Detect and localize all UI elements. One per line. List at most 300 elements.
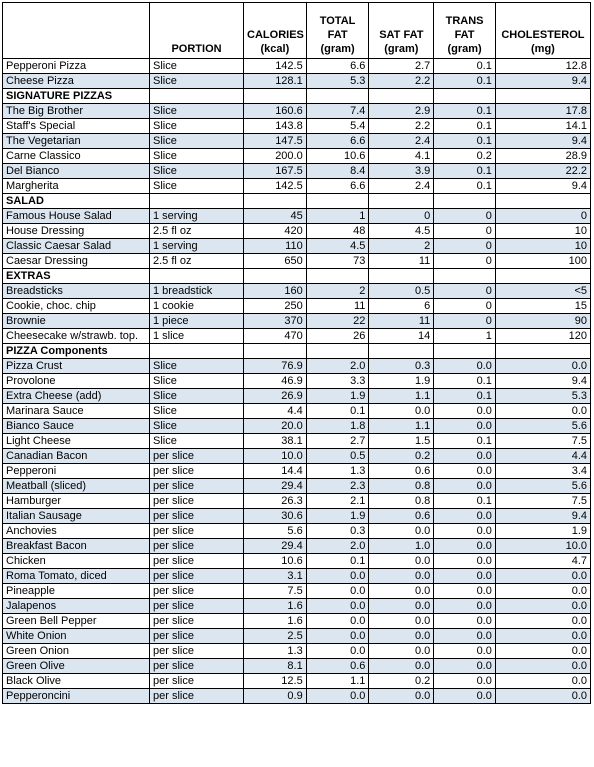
table-row [3,134,591,149]
cholesterol-header-line: CHOLESTEROL [501,29,585,41]
empty-cell [369,344,434,359]
trans-fat-header-line: FAT [454,29,475,41]
sat-fat-cell: 0.0 [369,404,434,419]
cholesterol-cell: 9.4 [495,134,590,149]
item-name-cell: Jalapenos [3,599,150,614]
portion-cell: 1 slice [150,329,244,344]
total-fat-cell: 7.4 [306,104,369,119]
empty-cell [369,89,434,104]
empty-cell [306,89,369,104]
table-row [3,224,591,239]
table-row [3,284,591,299]
table-row [3,119,591,134]
cholesterol-cell: 5.6 [495,419,590,434]
sat-fat-column-header [369,3,434,59]
item-name-cell: Extra Cheese (add) [3,389,150,404]
trans-fat-cell: 0 [434,239,496,254]
trans-fat-cell: 0.0 [434,689,496,704]
empty-cell [244,194,307,209]
portion-cell: per slice [150,464,244,479]
item-name-cell: Cheesecake w/strawb. top. [3,329,150,344]
cholesterol-cell: 0.0 [495,569,590,584]
trans-fat-cell: 0.0 [434,524,496,539]
cholesterol-cell: 7.5 [495,434,590,449]
table-row [3,674,591,689]
total-fat-cell: 0.0 [306,689,369,704]
section-title: SIGNATURE PIZZAS [3,89,150,104]
table-row [3,254,591,269]
calories-cell: 10.0 [244,449,307,464]
trans-fat-cell: 0.0 [434,404,496,419]
empty-cell [244,269,307,284]
trans-fat-cell: 0.0 [434,479,496,494]
calories-cell: 2.5 [244,629,307,644]
portion-cell: per slice [150,614,244,629]
table-row [3,329,591,344]
empty-cell [244,344,307,359]
table-row [3,239,591,254]
cholesterol-cell: 9.4 [495,179,590,194]
sat-fat-cell: 0.0 [369,599,434,614]
table-row [3,509,591,524]
cholesterol-cell: 10 [495,224,590,239]
cholesterol-cell: 9.4 [495,74,590,89]
total-fat-cell: 3.3 [306,374,369,389]
total-fat-cell: 0.6 [306,659,369,674]
table-body [3,59,591,704]
total-fat-cell: 26 [306,329,369,344]
item-name-cell: Light Cheese [3,434,150,449]
trans-fat-cell: 0 [434,284,496,299]
cholesterol-cell: 3.4 [495,464,590,479]
section-title: PIZZA Components [3,344,150,359]
sat-fat-cell: 0.5 [369,284,434,299]
item-name-cell: Chicken [3,554,150,569]
section-header-row [3,344,591,359]
calories-cell: 160 [244,284,307,299]
calories-cell: 14.4 [244,464,307,479]
calories-cell: 45 [244,209,307,224]
item-name-cell: Green Onion [3,644,150,659]
item-name-cell: Hamburger [3,494,150,509]
sat-fat-cell: 1.1 [369,389,434,404]
sat-fat-cell: 0.6 [369,509,434,524]
table-row [3,74,591,89]
calories-cell: 26.9 [244,389,307,404]
cholesterol-cell: 15 [495,299,590,314]
cholesterol-cell: 0.0 [495,599,590,614]
calories-cell: 29.4 [244,479,307,494]
total-fat-cell: 4.5 [306,239,369,254]
total-fat-cell: 2.0 [306,359,369,374]
portion-cell: per slice [150,479,244,494]
sat-fat-cell: 0.0 [369,524,434,539]
trans-fat-header-line: TRANS [445,15,484,27]
empty-cell [495,194,590,209]
calories-cell: 200.0 [244,149,307,164]
item-name-cell: Marinara Sauce [3,404,150,419]
sat-fat-cell: 1.9 [369,374,434,389]
total-fat-cell: 73 [306,254,369,269]
cholesterol-cell: 14.1 [495,119,590,134]
empty-cell [244,89,307,104]
item-name-cell: Pepperoncini [3,689,150,704]
calories-cell: 20.0 [244,419,307,434]
cholesterol-cell: 17.8 [495,104,590,119]
trans-fat-cell: 0.1 [434,74,496,89]
total-fat-cell: 1.9 [306,509,369,524]
table-row [3,179,591,194]
portion-cell: Slice [150,74,244,89]
portion-cell: per slice [150,674,244,689]
section-title: SALAD [3,194,150,209]
sat-fat-cell: 0.3 [369,359,434,374]
trans-fat-cell: 0.0 [434,599,496,614]
trans-fat-cell: 0.1 [434,374,496,389]
calories-cell: 38.1 [244,434,307,449]
total-fat-cell: 0.3 [306,524,369,539]
empty-cell [495,344,590,359]
trans-fat-cell: 0.2 [434,149,496,164]
total-fat-cell: 2.3 [306,479,369,494]
sat-fat-cell: 11 [369,254,434,269]
sat-fat-cell: 4.5 [369,224,434,239]
empty-cell [306,269,369,284]
item-name-cell: Pizza Crust [3,359,150,374]
cholesterol-cell: 0.0 [495,359,590,374]
table-row [3,149,591,164]
total-fat-cell: 2 [306,284,369,299]
calories-cell: 46.9 [244,374,307,389]
total-fat-cell: 48 [306,224,369,239]
trans-fat-cell: 0.0 [434,509,496,524]
total-fat-header-line: TOTAL [319,15,356,27]
trans-fat-cell: 0.1 [434,164,496,179]
item-name-cell: Anchovies [3,524,150,539]
trans-fat-cell: 0.1 [434,119,496,134]
item-name-cell: The Big Brother [3,104,150,119]
sat-fat-cell: 2.2 [369,74,434,89]
calories-cell: 650 [244,254,307,269]
sat-fat-cell: 0.0 [369,584,434,599]
empty-cell [150,194,244,209]
item-name-cell: House Dressing [3,224,150,239]
item-name-cell: Black Olive [3,674,150,689]
calories-header-line: CALORIES [247,29,304,41]
calories-cell: 110 [244,239,307,254]
total-fat-cell: 8.4 [306,164,369,179]
table-row [3,464,591,479]
calories-cell: 142.5 [244,59,307,74]
calories-cell: 76.9 [244,359,307,374]
item-name-cell: Roma Tomato, diced [3,569,150,584]
empty-cell [369,269,434,284]
portion-cell: Slice [150,419,244,434]
cholesterol-header-unit: (mg) [531,43,555,55]
calories-cell: 128.1 [244,74,307,89]
item-name-cell: Cheese Pizza [3,74,150,89]
calories-cell: 142.5 [244,179,307,194]
table-row [3,104,591,119]
trans-fat-cell: 0.1 [434,59,496,74]
table-row [3,299,591,314]
empty-cell [434,89,496,104]
sat-fat-cell: 6 [369,299,434,314]
empty-cell [150,269,244,284]
item-name-cell: Green Olive [3,659,150,674]
trans-fat-cell: 0 [434,254,496,269]
portion-cell: per slice [150,524,244,539]
portion-cell: per slice [150,449,244,464]
empty-cell [495,269,590,284]
portion-cell: per slice [150,599,244,614]
cholesterol-cell: 4.7 [495,554,590,569]
total-fat-cell: 2.1 [306,494,369,509]
portion-cell: per slice [150,689,244,704]
calories-cell: 160.6 [244,104,307,119]
cholesterol-cell: 100 [495,254,590,269]
sat-fat-cell: 0 [369,209,434,224]
sat-fat-cell: 2.4 [369,179,434,194]
portion-cell: per slice [150,659,244,674]
table-header [3,3,591,59]
cholesterol-cell: 0.0 [495,404,590,419]
trans-fat-cell: 0.1 [434,134,496,149]
trans-fat-cell: 0.1 [434,494,496,509]
calories-cell: 1.3 [244,644,307,659]
cholesterol-cell: 120 [495,329,590,344]
cholesterol-cell: 5.6 [495,479,590,494]
sat-fat-cell: 2.7 [369,59,434,74]
total-fat-column-header [306,3,369,59]
cholesterol-cell: 0.0 [495,629,590,644]
sat-fat-cell: 3.9 [369,164,434,179]
portion-cell: Slice [150,59,244,74]
sat-fat-cell: 0.0 [369,614,434,629]
table-row [3,209,591,224]
trans-fat-cell: 1 [434,329,496,344]
portion-cell: Slice [150,404,244,419]
item-name-cell: Brownie [3,314,150,329]
total-fat-cell: 0.0 [306,599,369,614]
trans-fat-cell: 0.0 [434,554,496,569]
portion-cell: per slice [150,554,244,569]
header-row [3,3,591,59]
table-row [3,524,591,539]
calories-cell: 250 [244,299,307,314]
calories-cell: 470 [244,329,307,344]
calories-column-header [244,3,307,59]
sat-fat-cell: 0.0 [369,659,434,674]
calories-header-unit: (kcal) [260,43,290,55]
cholesterol-column-header [495,3,590,59]
item-name-cell: Meatball (sliced) [3,479,150,494]
empty-cell [434,344,496,359]
cholesterol-cell: 1.9 [495,524,590,539]
sat-fat-cell: 0.2 [369,449,434,464]
section-header-row [3,194,591,209]
portion-cell: per slice [150,644,244,659]
portion-cell: per slice [150,629,244,644]
portion-cell: Slice [150,434,244,449]
trans-fat-cell: 0.0 [434,449,496,464]
portion-cell: per slice [150,584,244,599]
cholesterol-cell: 0.0 [495,614,590,629]
calories-cell: 143.8 [244,119,307,134]
total-fat-cell: 6.6 [306,59,369,74]
total-fat-cell: 0.0 [306,584,369,599]
cholesterol-cell: 0.0 [495,644,590,659]
item-name-cell: Caesar Dressing [3,254,150,269]
total-fat-cell: 0.5 [306,449,369,464]
trans-fat-cell: 0.0 [434,584,496,599]
total-fat-cell: 1.8 [306,419,369,434]
trans-fat-cell: 0.0 [434,674,496,689]
total-fat-cell: 6.6 [306,134,369,149]
table-row [3,419,591,434]
total-fat-cell: 1.9 [306,389,369,404]
total-fat-cell: 0.0 [306,614,369,629]
sat-fat-header-unit: (gram) [384,43,419,55]
portion-cell: per slice [150,509,244,524]
table-row [3,404,591,419]
table-row [3,314,591,329]
cholesterol-cell: 9.4 [495,374,590,389]
item-name-cell: The Vegetarian [3,134,150,149]
cholesterol-cell: 22.2 [495,164,590,179]
sat-fat-cell: 11 [369,314,434,329]
empty-cell [434,269,496,284]
item-name-cell: Provolone [3,374,150,389]
table-row [3,539,591,554]
trans-fat-cell: 0.0 [434,359,496,374]
sat-fat-cell: 4.1 [369,149,434,164]
empty-cell [306,344,369,359]
item-name-cell: Margherita [3,179,150,194]
portion-cell: Slice [150,359,244,374]
table-row [3,434,591,449]
calories-cell: 29.4 [244,539,307,554]
total-fat-cell: 1 [306,209,369,224]
trans-fat-cell: 0 [434,209,496,224]
item-name-cell: Famous House Salad [3,209,150,224]
total-fat-cell: 11 [306,299,369,314]
sat-fat-cell: 0.0 [369,689,434,704]
trans-fat-cell: 0.0 [434,539,496,554]
trans-fat-cell: 0.0 [434,569,496,584]
portion-cell: Slice [150,104,244,119]
trans-fat-cell: 0.0 [434,614,496,629]
portion-cell: Slice [150,134,244,149]
calories-cell: 8.1 [244,659,307,674]
sat-fat-cell: 0.8 [369,494,434,509]
item-column-header [3,3,150,59]
trans-fat-cell: 0 [434,299,496,314]
item-name-cell: Classic Caesar Salad [3,239,150,254]
total-fat-cell: 0.1 [306,554,369,569]
sat-fat-cell: 2.4 [369,134,434,149]
empty-cell [306,194,369,209]
trans-fat-cell: 0.1 [434,434,496,449]
item-name-cell: Breadsticks [3,284,150,299]
total-fat-cell: 0.0 [306,629,369,644]
calories-cell: 7.5 [244,584,307,599]
calories-cell: 147.5 [244,134,307,149]
cholesterol-cell: 0.0 [495,659,590,674]
total-fat-cell: 10.6 [306,149,369,164]
cholesterol-cell: 28.9 [495,149,590,164]
calories-cell: 5.6 [244,524,307,539]
cholesterol-cell: 0.0 [495,689,590,704]
cholesterol-cell: 10 [495,239,590,254]
portion-cell: 1 cookie [150,299,244,314]
trans-fat-cell: 0.1 [434,179,496,194]
sat-fat-cell: 0.0 [369,554,434,569]
calories-cell: 4.4 [244,404,307,419]
table-row [3,449,591,464]
portion-cell: Slice [150,374,244,389]
calories-cell: 10.6 [244,554,307,569]
sat-fat-cell: 14 [369,329,434,344]
empty-cell [434,194,496,209]
trans-fat-cell: 0.0 [434,629,496,644]
portion-cell: 1 serving [150,239,244,254]
empty-cell [150,89,244,104]
table-row [3,359,591,374]
total-fat-cell: 2.7 [306,434,369,449]
total-fat-header-line: FAT [327,29,348,41]
item-name-cell: Carne Classico [3,149,150,164]
table-row [3,494,591,509]
cholesterol-cell: 9.4 [495,509,590,524]
section-header-row [3,89,591,104]
trans-fat-cell: 0.1 [434,389,496,404]
portion-cell: 1 breadstick [150,284,244,299]
table-row [3,659,591,674]
sat-fat-header-line: SAT FAT [379,29,424,41]
item-name-cell: Staff's Special [3,119,150,134]
calories-cell: 420 [244,224,307,239]
calories-cell: 3.1 [244,569,307,584]
calories-cell: 0.9 [244,689,307,704]
cholesterol-cell: 0.0 [495,674,590,689]
trans-fat-column-header [434,3,496,59]
cholesterol-cell: 0 [495,209,590,224]
table-row [3,614,591,629]
table-row [3,644,591,659]
item-name-cell: Del Bianco [3,164,150,179]
total-fat-cell: 1.3 [306,464,369,479]
sat-fat-cell: 0.0 [369,644,434,659]
portion-cell: per slice [150,569,244,584]
portion-cell: Slice [150,149,244,164]
trans-fat-cell: 0.1 [434,104,496,119]
trans-fat-cell: 0.0 [434,644,496,659]
cholesterol-cell: <5 [495,284,590,299]
cholesterol-cell: 7.5 [495,494,590,509]
trans-fat-cell: 0 [434,314,496,329]
portion-cell: 2.5 fl oz [150,254,244,269]
total-fat-cell: 22 [306,314,369,329]
sat-fat-cell: 2.9 [369,104,434,119]
sat-fat-cell: 1.5 [369,434,434,449]
item-name-cell: White Onion [3,629,150,644]
table-row [3,389,591,404]
cholesterol-cell: 10.0 [495,539,590,554]
cholesterol-cell: 90 [495,314,590,329]
total-fat-cell: 1.1 [306,674,369,689]
table-row [3,374,591,389]
